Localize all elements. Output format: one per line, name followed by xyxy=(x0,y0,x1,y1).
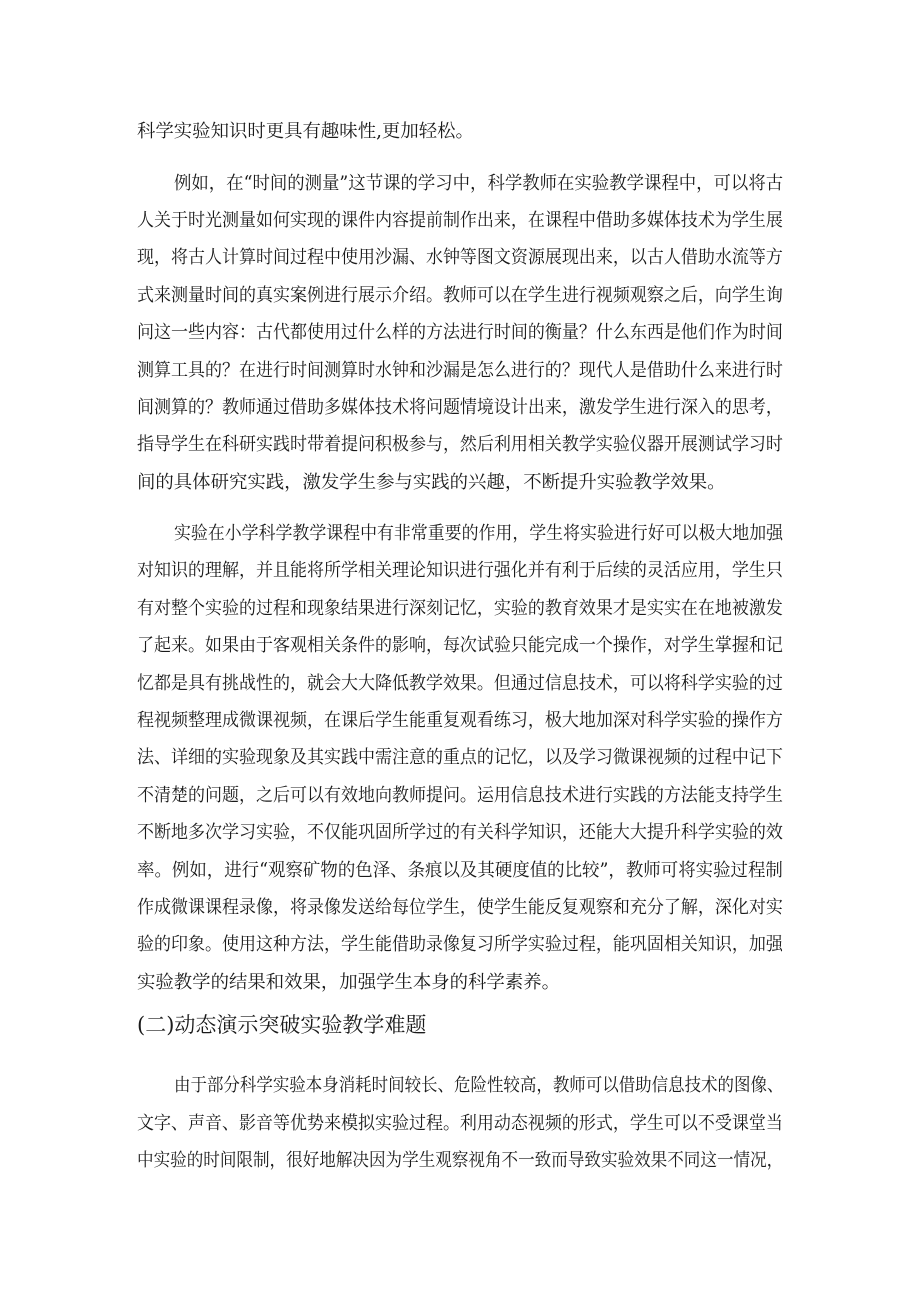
paragraph-4-line-3: 中实验的时间限制，很好地解决因为学生观察视角不一致而导致实验效果不同这一情况， xyxy=(137,1150,784,1171)
paragraph-2-line-7: 间测算的？教师通过借助多媒体技术将问题情境设计出来，激发学生进行深入的思考， xyxy=(137,397,783,418)
paragraph-2-line-1: 例如，在“时间的测量”这节课的学习中，科学教师在实验教学课程中，可以将古 xyxy=(174,173,784,194)
paragraph-2-line-9: 间的具体研究实践，激发学生参与实践的兴趣，不断提升实验教学效果。 xyxy=(137,472,726,493)
paragraph-4-line-2: 文字、声音、影音等优势来模拟实验过程。利用动态视频的形式，学生可以不受课堂当 xyxy=(137,1113,783,1134)
paragraph-2-line-8: 指导学生在科研实践时带着提问积极参与，然后利用相关教学实验仪器开展测试学习时 xyxy=(137,434,783,455)
paragraph-4-line-1: 由于部分科学实验本身消耗时间较长、危险性较高，教师可以借助信息技术的图像、 xyxy=(174,1075,784,1096)
paragraph-3-line-5: 忆都是具有挑战性的，就会大大降低教学效果。但通过信息技术，可以将科学实验的过 xyxy=(137,673,783,694)
paragraph-3-line-10: 率。例如，进行“观察矿物的色泽、条痕以及其硬度值的比较”，教师可将实验过程制 xyxy=(137,860,783,881)
section-heading: (二)动态演示突破实验教学难题 xyxy=(137,1013,427,1037)
paragraph-3-line-9: 不断地多次学习实验，不仅能巩固所学过的有关科学知识，还能大大提升科学实验的效 xyxy=(137,822,783,843)
paragraph-2-line-6: 测算工具的？在进行时间测算时水钟和沙漏是怎么进行的？现代人是借助什么来进行时 xyxy=(137,360,783,381)
paragraph-2-line-5: 问这一些内容：古代都使用过什么样的方法进行时间的衡量？什么东西是他们作为时间 xyxy=(137,322,783,343)
paragraph-2-line-2: 人关于时光测量如何实现的课件内容提前制作出来，在课程中借助多媒体技术为学生展 xyxy=(137,210,783,231)
paragraph-3-line-6: 程视频整理成微课视频，在课后学生能重复观看练习，极大地加深对科学实验的操作方 xyxy=(137,710,783,731)
paragraph-3-line-2: 对知识的理解，并且能将所学相关理论知识进行强化并有利于后续的灵活应用，学生只 xyxy=(137,560,783,581)
paragraph-3-line-13: 实验教学的结果和效果，加强学生本身的科学素养。 xyxy=(137,972,560,993)
paragraph-3-line-1: 实验在小学科学教学课程中有非常重要的作用，学生将实验进行好可以极大地加强 xyxy=(174,523,784,544)
paragraph-2-line-3: 现，将古人计算时间过程中使用沙漏、水钟等图文资源展现出来，以古人借助水流等方 xyxy=(137,247,783,268)
paragraph-1-line-1: 科学实验知识时更具有趣味性,更加轻松。 xyxy=(137,121,474,142)
paragraph-3-line-3: 有对整个实验的过程和现象结果进行深刻记忆，实验的教育效果才是实实在在地被激发 xyxy=(137,598,783,619)
paragraph-3-line-11: 作成微课课程录像，将录像发送给每位学生，使学生能反复观察和充分了解，深化对实 xyxy=(137,897,783,918)
paragraph-3-line-12: 验的印象。使用这种方法，学生能借助录像复习所学实验过程，能巩固相关知识，加强 xyxy=(137,934,783,955)
paragraph-3-line-7: 法、详细的实验现象及其实践中需注意的重点的记忆，以及学习微课视频的过程中记下 xyxy=(137,747,783,768)
paragraph-2-line-4: 式来测量时间的真实案例进行展示介绍。教师可以在学生进行视频观察之后，向学生询 xyxy=(137,285,783,306)
paragraph-3-line-8: 不清楚的问题，之后可以有效地向教师提问。运用信息技术进行实践的方法能支持学生 xyxy=(137,785,783,806)
paragraph-3-line-4: 了起来。如果由于客观相关条件的影响，每次试验只能完成一个操作，对学生掌握和记 xyxy=(137,635,783,656)
